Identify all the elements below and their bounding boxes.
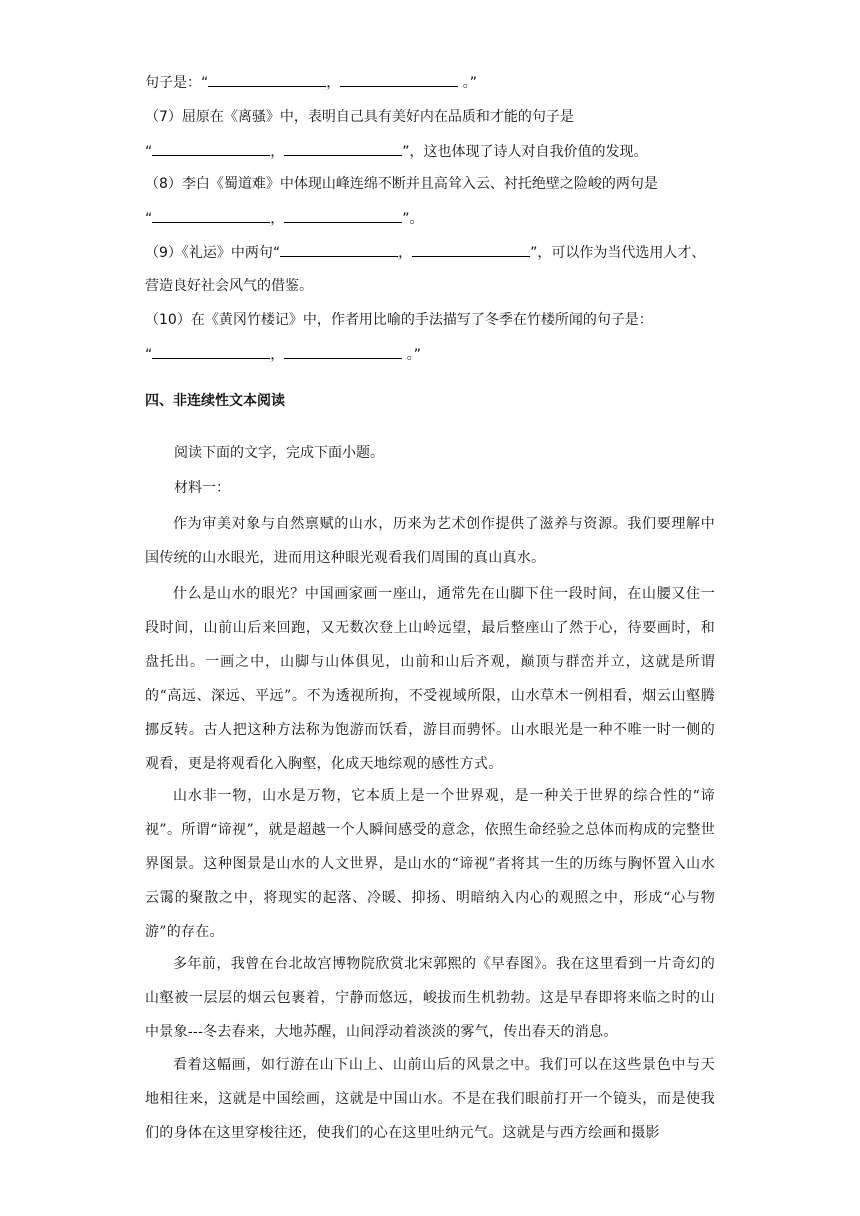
q7-blank-2[interactable] — [284, 141, 402, 156]
material-label: 材料一： — [174, 480, 230, 496]
q10-suffix: 。” — [402, 347, 421, 363]
q6-answer-line — [145, 72, 477, 93]
q6-blank-1[interactable] — [208, 72, 326, 87]
q7-prefix: “ — [145, 144, 153, 160]
q6-prefix: 句子是：“ — [145, 75, 209, 91]
paragraph-2: 什么是山水的眼光？中国画家画一座山，通常先在山脚下住一段时间，在山腰又住一段时间，山前山后来回跑，又无数次登上山岭远望，最后整座山了然于心，待要画时，和盘托出。一画之中，山脚与山体俱见，山前和山后齐观，巅顶与群峦并立，这就是所谓的“高远、深远、平远”。不为透视所拘，不受视域所限，山水草木一例相看，烟云山壑腾挪反转。古人把这种方法称为饱游而饫看，游目而骋怀。山水眼光是一种不唯一时一侧的观看，更是将观看化入胸壑，化成天地综观的感性方式。 — [145, 586, 715, 772]
q6-blank-2[interactable] — [340, 72, 458, 87]
q10-answer-line — [145, 344, 421, 365]
q7-answer-line — [145, 141, 648, 162]
q7-blank-1[interactable] — [152, 141, 270, 156]
paragraph-5: 看着这幅画，如行游在山下山上、山前山后的风景之中。我们可以在这些景色中与天地相往来，这就是中国绘画，这就是中国山水。不是在我们眼前打开一个镜头，而是使我们的身体在这里穿梭往还，使我们的心在这里吐纳元气。这就是与西方绘画和摄影 — [145, 1057, 715, 1141]
q6-suffix: 。” — [458, 75, 477, 91]
paragraph-4: 多年前，我曾在台北故宫博物院欣赏北宋郭熙的《早春图》。我在这里看到一片奇幻的山壑被一层层的烟云包裹着，宁静而悠远，峻拔而生机勃勃。这是早春即将来临之时的山中景象---冬去春来，大地苏醒，山间浮动着淡淡的雾气，传出春天的消息。 — [145, 956, 715, 1040]
q9-blank-2[interactable] — [412, 242, 530, 257]
q10-blank-2[interactable] — [284, 344, 402, 359]
q10-question: （10）在《黄冈竹楼记》中，作者用比喻的手法描写了冬季在竹楼所闻的句子是： — [145, 312, 653, 328]
reading-instruction: 阅读下面的文字，完成下面小题。 — [174, 445, 384, 461]
paragraph-1: 作为审美对象与自然禀赋的山水，历来为艺术创作提供了滋养与资源。我们要理解中国传统的山水眼光，进而用这种眼光观看我们周围的真山真水。 — [145, 516, 715, 566]
q8-separator: ， — [270, 211, 285, 227]
q9-blank-1[interactable] — [280, 242, 398, 257]
q9-separator: ， — [398, 245, 413, 261]
q6-separator: ， — [326, 75, 341, 91]
q9-question — [145, 242, 705, 263]
q8-question: （8）李白《蜀道难》中体现山峰连绵不断并且高耸入云、衬托绝壁之险峻的两句是 — [145, 176, 658, 192]
q9-suffix: ”，可以作为当代选用人才、 — [530, 245, 706, 261]
q10-separator: ， — [270, 347, 285, 363]
q8-blank-2[interactable] — [284, 208, 402, 223]
q8-prefix: “ — [145, 211, 153, 227]
q7-suffix: ”，这也体现了诗人对自我价值的发现。 — [402, 144, 648, 160]
q7-question: （7）屈原在《离骚》中，表明自己具有美好内在品质和才能的句子是 — [145, 109, 574, 125]
q7-separator: ， — [270, 144, 285, 160]
q10-prefix: “ — [145, 347, 153, 363]
q8-answer-line — [145, 208, 424, 229]
paragraph-3: 山水非一物，山水是万物，它本质上是一个世界观，是一种关于世界的综合性的“谛视”。所谓“谛视”，就是超越一个人瞬间感受的意念，依照生命经验之总体而构成的完整世界图景。这种图景是山水的人文世界，是山水的“谛视”者将其一生的历练与胸怀置入山水云霭的聚散之中，将现实的起落、冷暖、抑扬、明暗纳入内心的观照之中，形成“心与物游”的存在。 — [145, 788, 715, 940]
section-heading: 四、非连续性文本阅读 — [145, 393, 285, 409]
q8-blank-1[interactable] — [152, 208, 270, 223]
q10-blank-1[interactable] — [152, 344, 270, 359]
q9-question-cont: 营造良好社会风气的借鉴。 — [145, 278, 313, 294]
q8-suffix: ”。 — [402, 211, 424, 227]
q9-prefix: （9）《礼运》中两句“ — [145, 245, 281, 261]
